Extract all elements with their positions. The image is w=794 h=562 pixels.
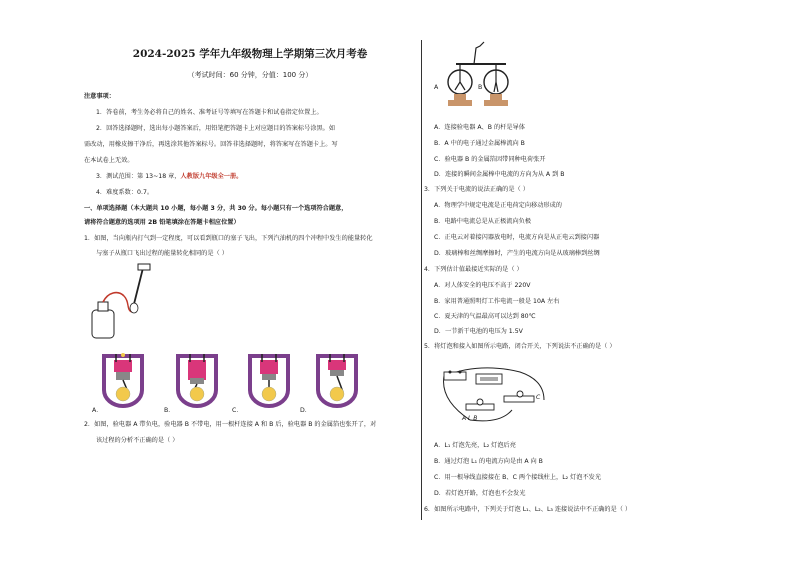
q1-option-a: A． xyxy=(92,407,103,414)
section-1-heading-line-1: 一、单项选择题（本大题共 10 小题，每小题 3 分，共 30 分。每小题只有一个选项符合题意， xyxy=(84,205,348,212)
q1-option-c: C． xyxy=(232,407,243,414)
circuit-figure xyxy=(440,360,552,426)
q1-option-b: B． xyxy=(164,407,175,414)
q2-figure-label-b: B xyxy=(478,84,483,91)
q4-option-c: C．夏天津的气温最高可以达到 80℃ xyxy=(434,313,536,320)
q1-option-d: D． xyxy=(300,407,311,414)
pump-bottle-figure xyxy=(88,262,158,342)
q5-label-c: C xyxy=(536,394,541,401)
notice-item-3-highlight: 人教版九年级全一册。 xyxy=(180,173,243,180)
exam-info: （考试时间：60 分钟，分值：100 分） xyxy=(187,71,313,79)
q4-option-d: D．一节新干电池的电压为 1.5V xyxy=(434,328,523,335)
q6-stem: 6．如图所示电路中，下列关于灯泡 L₁、L₂、L₃ 连接说法中不正确的是（ ） xyxy=(424,506,632,513)
engine-stroke-d-figure xyxy=(312,352,362,408)
q4-option-a: A．对人体安全的电压不高于 220V xyxy=(434,282,531,289)
q4-option-b: B．家用普通照明灯工作电流一般是 10A 左右 xyxy=(434,298,560,305)
notice-heading: 注意事项： xyxy=(84,93,115,100)
q2-figure-label-a: A xyxy=(434,84,439,91)
q5-label-b: B xyxy=(473,415,478,422)
page-title: 2024-2025 学年九年级物理上学期第三次月考卷 xyxy=(132,48,368,60)
q3-option-c: C．正电云对着接闪器放电时，电流方向是从正电云到接闪器 xyxy=(434,234,600,241)
q5-option-a: A．L₁ 灯泡先亮，L₂ 灯泡后亮 xyxy=(434,442,516,449)
q2-stem-line-1: 2．如图，验电器 A 带负电，验电器 B 不带电，用一根杆连接 A 和 B 后，验电器 B 的金属箔也张开了，对 xyxy=(84,421,377,428)
q4-stem: 4．下列估计值最接近实际的是（ ） xyxy=(424,266,523,273)
notice-item-4: 4．难度系数：0.7。 xyxy=(96,189,154,196)
q2-stem-line-2: 该过程的分析不正确的是（ ） xyxy=(96,437,179,444)
q2-option-a: A．连接验电器 A、B 的杆是导体 xyxy=(434,124,525,131)
q1-stem-line-2: 与塞子从瓶口飞出过程的能量转化相同的是（ ） xyxy=(96,250,228,257)
q5-option-c: C．用一根导线直接接在 B、C 两个接线柱上，L₂ 灯泡不发光 xyxy=(434,474,602,481)
notice-item-2-line-2: 需改动，用橡皮擦干净后，再选涂其他答案标号。回答非选择题时，将答案写在答题卡上。写 xyxy=(84,141,338,148)
q5-option-d: D．若灯泡开路，灯泡也不会发光 xyxy=(434,490,526,497)
q2-option-c: C．验电器 B 的金属箔因带同种电荷张开 xyxy=(434,156,546,163)
notice-item-3 xyxy=(96,173,242,181)
q5-figure-labels-left xyxy=(462,415,477,422)
q5-label-l: L xyxy=(468,415,472,422)
notice-item-3-text: 3．测试范围：第 13~18 章， xyxy=(96,173,181,180)
q5-option-b: B．通过灯泡 L₁ 的电流方向是由 A 向 B xyxy=(434,458,543,465)
notice-item-2-line-1: 2．回答选择题时，选出每小题答案后，用铅笔把答题卡上对应题目的答案标号涂黑。如 xyxy=(96,125,336,132)
q2-option-b: B．A 中的电子通过金属棒流向 B xyxy=(434,140,525,147)
q3-option-a: A．物理学中规定电流是正电荷定向移动形成的 xyxy=(434,202,562,209)
engine-stroke-a-figure xyxy=(98,352,148,408)
q5-stem: 5．将灯泡和接入如图所示电路，闭合开关，下列说法不正确的是（ ） xyxy=(424,343,616,350)
q3-stem: 3．下列关于电流的说法正确的是（ ） xyxy=(424,186,529,193)
q2-option-d: D．连接的瞬间金属棒中电流的方向为从 A 到 B xyxy=(434,171,565,178)
q3-option-d: D．玻璃棒和丝绸摩擦时，产生的电流方向是从玻璃棒到丝绸 xyxy=(434,250,600,257)
electroscopes-figure xyxy=(440,38,520,118)
notice-item-1: 1．答卷前，考生务必将自己的姓名、准考证号等填写在答题卡和试卷指定位置上。 xyxy=(96,109,323,116)
q3-option-b: B．电路中电流总是从正极流向负极 xyxy=(434,218,532,225)
engine-stroke-c-figure xyxy=(244,352,294,408)
section-1-heading-line-2: 请将符合题意的选项用 2B 铅笔填涂在答题卡相应位置） xyxy=(84,219,240,226)
notice-item-2-line-3: 在本试卷上无效。 xyxy=(84,157,134,164)
column-divider xyxy=(421,40,422,520)
q5-label-a: A xyxy=(462,415,467,422)
engine-stroke-b-figure xyxy=(172,352,222,408)
q1-stem-line-1: 1．如图，当向瓶内打气到一定程度，可以看到瓶口的塞子飞出，下列汽油机的四个冲程中发生的能量转化 xyxy=(84,235,373,242)
